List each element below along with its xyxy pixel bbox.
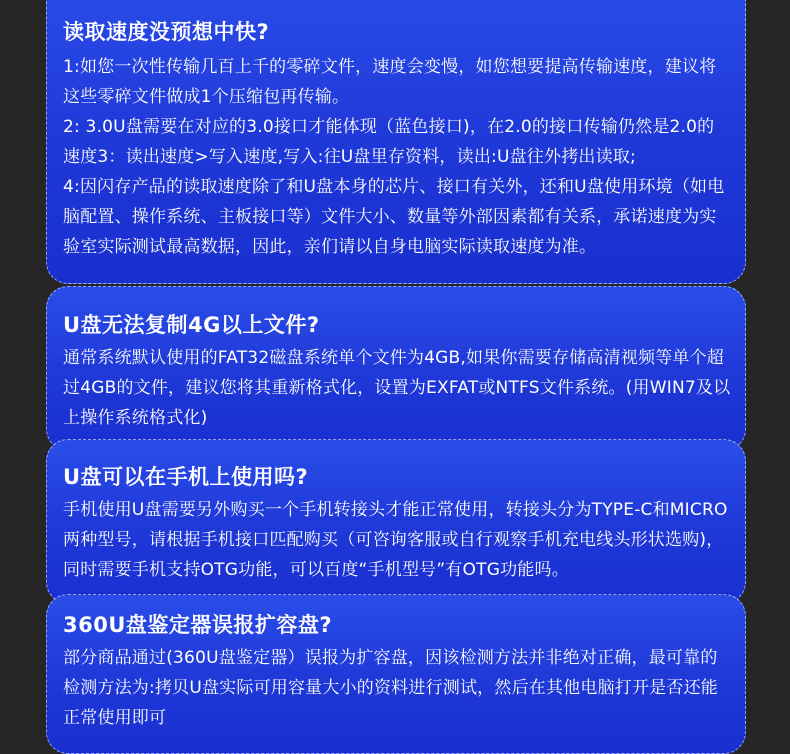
faq-panel-360-checker bbox=[46, 594, 746, 754]
faq-panel-4g-file bbox=[46, 286, 746, 451]
faq-panel-read-speed bbox=[46, 0, 746, 284]
faq-answer-line: 通常系统默认使用的FAT32磁盘系统单个文件为4GB,如果你需要存储高清视频等单个超过4GB的文件，建议您将其重新格式化，设置为EXFAT或NTFS文件系统。(用WIN7及以上操作系统格式化) bbox=[63, 348, 731, 428]
faq-answer-line: 1:如您一次性传输几百上千的零碎文件，速度会变慢，如您想要提高传输速度，建议将这些零碎文件做成1个压缩包再传输。 bbox=[63, 57, 717, 107]
faq-question: 360U盘鉴定器误报扩容盘? bbox=[63, 613, 333, 637]
faq-answer-line: 手机使用U盘需要另外购买一个手机转接头才能正常使用，转接头分为TYPE-C和MICRO两种型号，请根据手机接口匹配购买（可咨询客服或自行观察手机充电线头形状选购)，同时需要手机支持OTG功能，可以百度“手机型号”有OTG功能吗。 bbox=[63, 500, 728, 580]
faq-question: U盘可以在手机上使用吗? bbox=[63, 465, 309, 489]
faq-answer-line: 部分商品通过(360U盘鉴定器）误报为扩容盘，因该检测方法并非绝对正确，最可靠的检测方法为:拷贝U盘实际可用容量大小的资料进行测试，然后在其他电脑打开是否还能正常使用即可 bbox=[63, 648, 718, 728]
faq-panel-phone-use bbox=[46, 439, 746, 604]
faq-answer-line: 2: 3.0U盘需要在对应的3.0接口才能体现（蓝色接口)，在2.0的接口传输仍然是2.0的速度3：读出速度>写入速度,写入:往U盘里存资料，读出:U盘往外拷出读取; bbox=[63, 117, 715, 167]
faq-question: 读取速度没预想中快? bbox=[63, 20, 270, 44]
faq-answer-line: 4:因闪存产品的读取速度除了和U盘本身的芯片、接口有关外，还和U盘使用环境（如电脑配置、操作系统、主板接口等）文件大小、数量等外部因素都有关系，承诺速度为实验室实际测试最高数据，因此，亲们请以自身电脑实际读取速度为准。 bbox=[63, 177, 725, 257]
faq-question: U盘无法复制4G以上文件? bbox=[63, 313, 320, 337]
